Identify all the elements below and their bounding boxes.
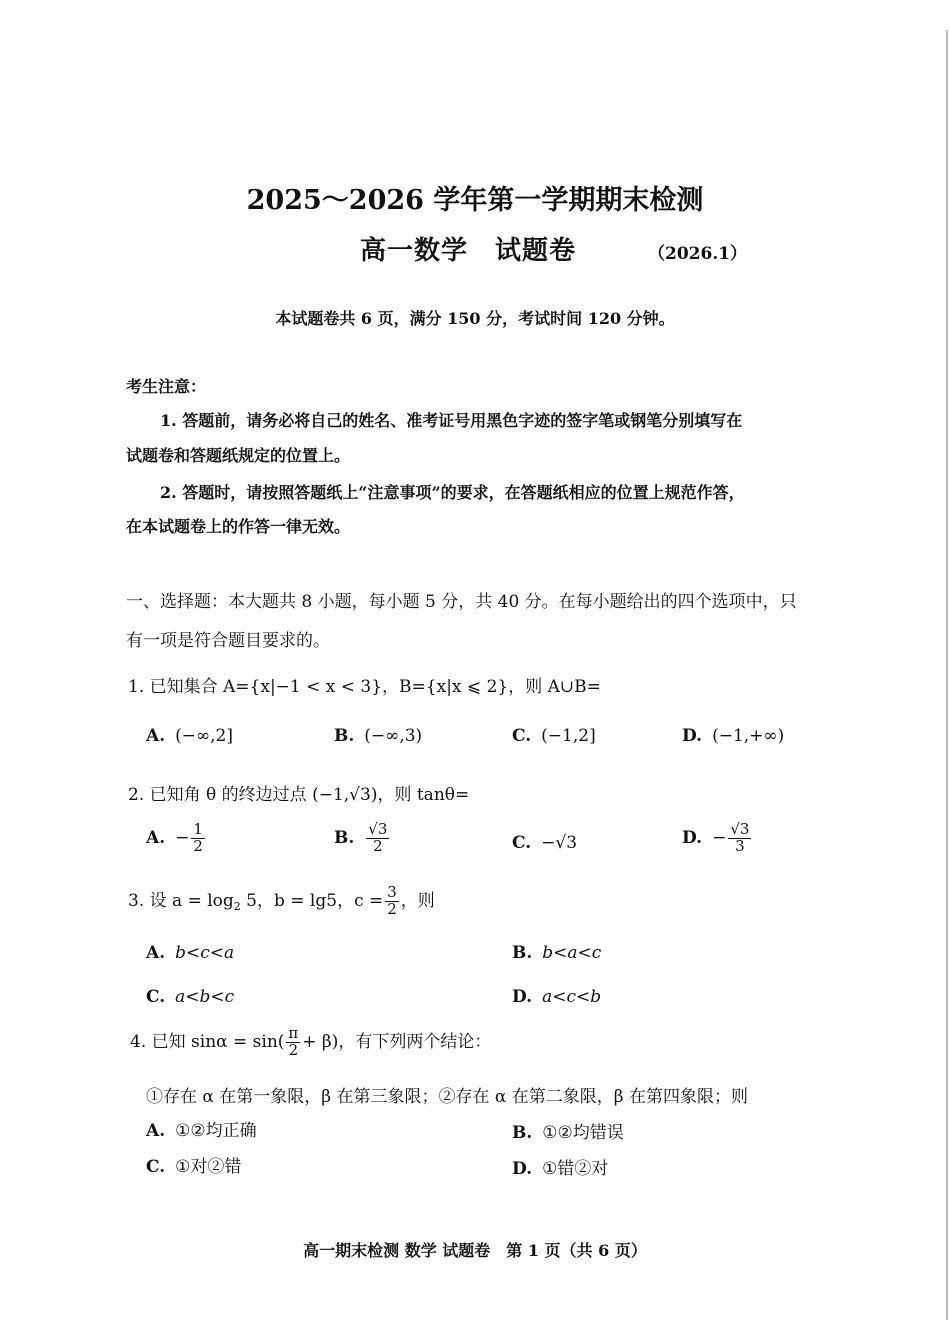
exam-title: 2025～2026 学年第一学期期末检测: [246, 185, 704, 216]
question-1-option-a: A. (−∞,2]: [146, 726, 233, 746]
question-3-option-b: B. b<a<c: [512, 943, 602, 963]
question-4-option-d: D. ①错②对: [512, 1159, 609, 1179]
exam-subtitle: 高一数学 试题卷: [360, 236, 577, 266]
section-1-heading-line-2: 有一项是符合题目要求的。: [126, 631, 330, 651]
question-3-option-a: A. b<c<a: [146, 943, 235, 963]
question-3-stem: 3. 设 $a = \log_2 5$，b = lg5，c = $\frac{3}{2}$ ，则: [128, 883, 435, 918]
question-4-option-c: C. ①对②错: [146, 1157, 242, 1177]
section-1-heading-line-1: 一、选择题：本大题共 8 小题，每小题 5 分，共 40 分。在每小题给出的四个选项中，只: [126, 592, 797, 612]
notice-item-2-line-1: 2. 答题时，请按照答题纸上“注意事项”的要求，在答题纸相应的位置上规范作答，: [160, 483, 745, 502]
notice-heading: 考生注意：: [126, 377, 207, 396]
page-footer: 高一期末检测 数学 试题卷 第 1 页（共 6 页）: [303, 1241, 647, 1260]
question-3-option-d: D. a<c<b: [512, 987, 602, 1007]
notice-item-2-line-2: 在本试题卷上的作答一律无效。: [126, 517, 351, 536]
notice-item-1-line-1: 1. 答题前，请务必将自己的姓名、准考证号用黑色字迹的签字笔或钢笔分别填写在: [160, 411, 743, 430]
question-1-option-d: D. (−1,+∞): [682, 726, 785, 746]
question-2-option-d: D. − $\frac{√3}{3}$: [682, 820, 750, 855]
question-1-option-b: B. (−∞,3): [334, 726, 423, 746]
question-1-option-c: C. (−1,2]: [512, 726, 596, 746]
question-4-statements: ①存在 α 在第一象限，β 在第三象限；②存在 α 在第二象限，β 在第四象限；则: [146, 1087, 749, 1107]
question-4-stem: 4. 已知 sinα = sin( $\frac{\pi}{2}$ + β)，有下列两个结论：: [130, 1024, 492, 1059]
question-1-stem: 1. 已知集合 A={x|−1 < x < 3}，B={x|x ⩽ 2}，则 A∪B=: [128, 677, 601, 697]
notice-item-1-line-2: 试题卷和答题纸规定的位置上。: [126, 446, 351, 465]
question-2-option-b: B. $\frac{√3}{2}$: [334, 820, 388, 855]
question-2-option-a: A. − $\frac{1}{2}$: [146, 820, 203, 855]
question-4-option-b: B. ①②均错误: [512, 1123, 624, 1143]
question-3-option-c: C. a<b<c: [146, 987, 235, 1007]
exam-date: （2026.1）: [648, 244, 748, 264]
question-4-option-a: A. ①②均正确: [146, 1121, 257, 1141]
question-2-stem: 2. 已知角 θ 的终边过点 (−1,√3)，则 tanθ=: [128, 785, 470, 805]
exam-info: 本试题卷共 6 页，满分 150 分，考试时间 120 分钟。: [275, 309, 675, 328]
question-2-option-c: C. −√3: [512, 833, 578, 853]
page-edge: [946, 30, 948, 1320]
